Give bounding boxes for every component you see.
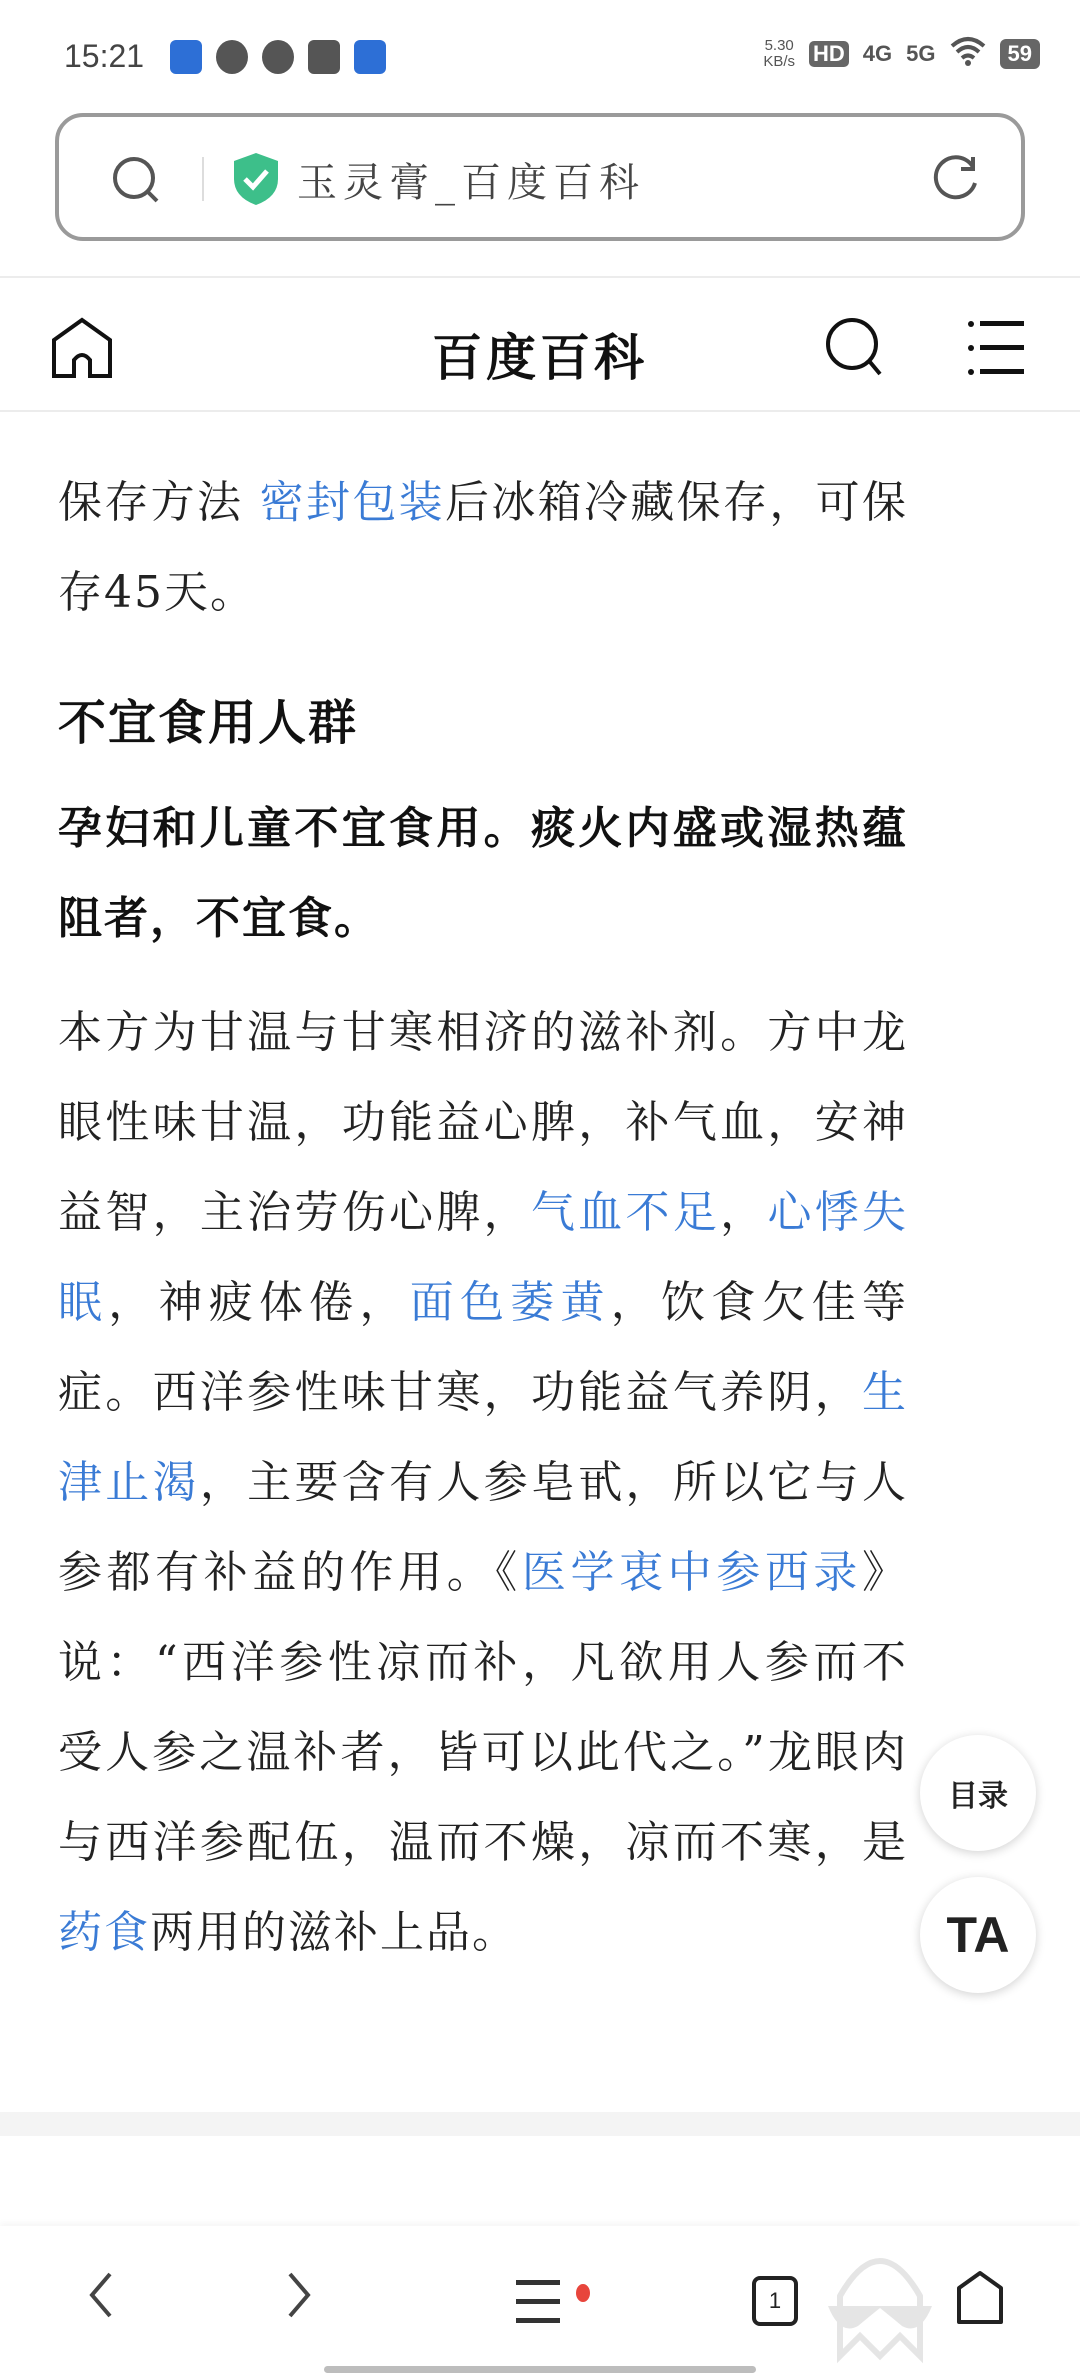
site-title: 百度百科 <box>432 328 648 387</box>
secure-shield-icon <box>231 151 281 211</box>
text-segment: 》说：“西洋参性凉而补，凡欲用人参而不受人参之温补者，皆可以此代之。”龙眼肉与西洋参配伍，温而不燥，凉而不寒，是 <box>58 1547 909 1868</box>
divider <box>0 276 1080 278</box>
home-indicator[interactable] <box>324 2366 756 2373</box>
forward-icon[interactable] <box>284 2270 314 2324</box>
shield-check-icon <box>308 40 340 74</box>
article-link[interactable]: 面色萎黄 <box>409 1277 611 1328</box>
article-link[interactable]: 生津止渴 <box>58 1367 908 1508</box>
toc-button[interactable]: 目录 <box>920 1735 1036 1851</box>
article-link[interactable]: 密封包装 <box>259 477 445 528</box>
search-icon[interactable] <box>824 316 888 384</box>
article-link[interactable]: 心悸失眠 <box>58 1187 909 1328</box>
signal-4g-icon: 4G <box>862 41 893 66</box>
net-speed <box>763 38 795 70</box>
hd-icon: HD <box>809 41 849 67</box>
smart-home-app-icon <box>170 40 202 74</box>
app-notification-icon <box>354 40 386 74</box>
text-segment: 保存方法 <box>58 477 260 528</box>
article-content <box>58 458 908 1978</box>
net-speed-value: 5.30 <box>764 37 794 54</box>
article-link[interactable]: 医学衷中参西录 <box>521 1547 863 1598</box>
address-bar[interactable] <box>55 113 1025 241</box>
notification-badge <box>576 2284 590 2302</box>
home-icon[interactable] <box>955 2270 1005 2330</box>
text-segment: ， <box>720 1187 768 1238</box>
back-icon[interactable] <box>86 2270 116 2324</box>
status-bar <box>0 0 1080 110</box>
battery-indicator: 59 <box>1000 39 1040 69</box>
tabs-button[interactable]: 1 <box>752 2276 798 2326</box>
message-icon <box>216 40 248 74</box>
text-segment: 本方为甘温与甘寒相济的滋补剂。方中龙眼性味甘温，功能益心脾，补气血，安神益智，主治劳伤心脾， <box>58 1007 908 1238</box>
section-separator <box>0 2112 1080 2136</box>
reload-icon[interactable] <box>931 153 981 207</box>
description-paragraph <box>58 988 908 1978</box>
article-link[interactable]: 气血不足 <box>530 1187 721 1238</box>
text-segment: ，饮食欠佳等症。西洋参性味甘寒，功能益气养阴， <box>58 1277 908 1418</box>
text-segment: 后冰箱冷藏保存，可保存45天。 <box>58 477 908 618</box>
menu-icon[interactable] <box>968 320 1026 380</box>
section-heading: 不宜食用人群 <box>58 695 359 751</box>
storage-paragraph <box>58 458 908 638</box>
divider <box>0 410 1080 412</box>
notification-icons <box>170 40 386 74</box>
signal-5g-icon: 5G <box>906 41 936 66</box>
text-segment: ，主要含有人参皂甙，所以它与人参都有补益的作用。《 <box>58 1457 909 1598</box>
menu-icon[interactable] <box>516 2280 562 2328</box>
wifi-icon <box>950 36 986 72</box>
text-segment: 两用的滋补上品。 <box>150 1907 518 1958</box>
warning-paragraph: 孕妇和儿童不宜食用。痰火内盛或湿热蕴阻者，不宜食。 <box>58 803 908 944</box>
search-icon[interactable] <box>111 155 163 211</box>
text-segment: ，神疲体倦， <box>108 1277 410 1328</box>
net-speed-unit: KB/s <box>763 53 796 70</box>
bottom-toolbar <box>0 2226 1080 2376</box>
divider <box>202 157 204 201</box>
article-link[interactable]: 药食 <box>58 1907 150 1958</box>
status-time: 15:21 <box>64 38 145 74</box>
incognito-ghost-icon <box>820 2246 940 2370</box>
voice-icon <box>262 40 294 74</box>
page-url-title[interactable]: 玉灵膏_百度百科 <box>297 160 645 206</box>
system-icons <box>763 36 1040 72</box>
site-header <box>0 280 1080 410</box>
font-size-button[interactable]: TA <box>920 1877 1036 1993</box>
